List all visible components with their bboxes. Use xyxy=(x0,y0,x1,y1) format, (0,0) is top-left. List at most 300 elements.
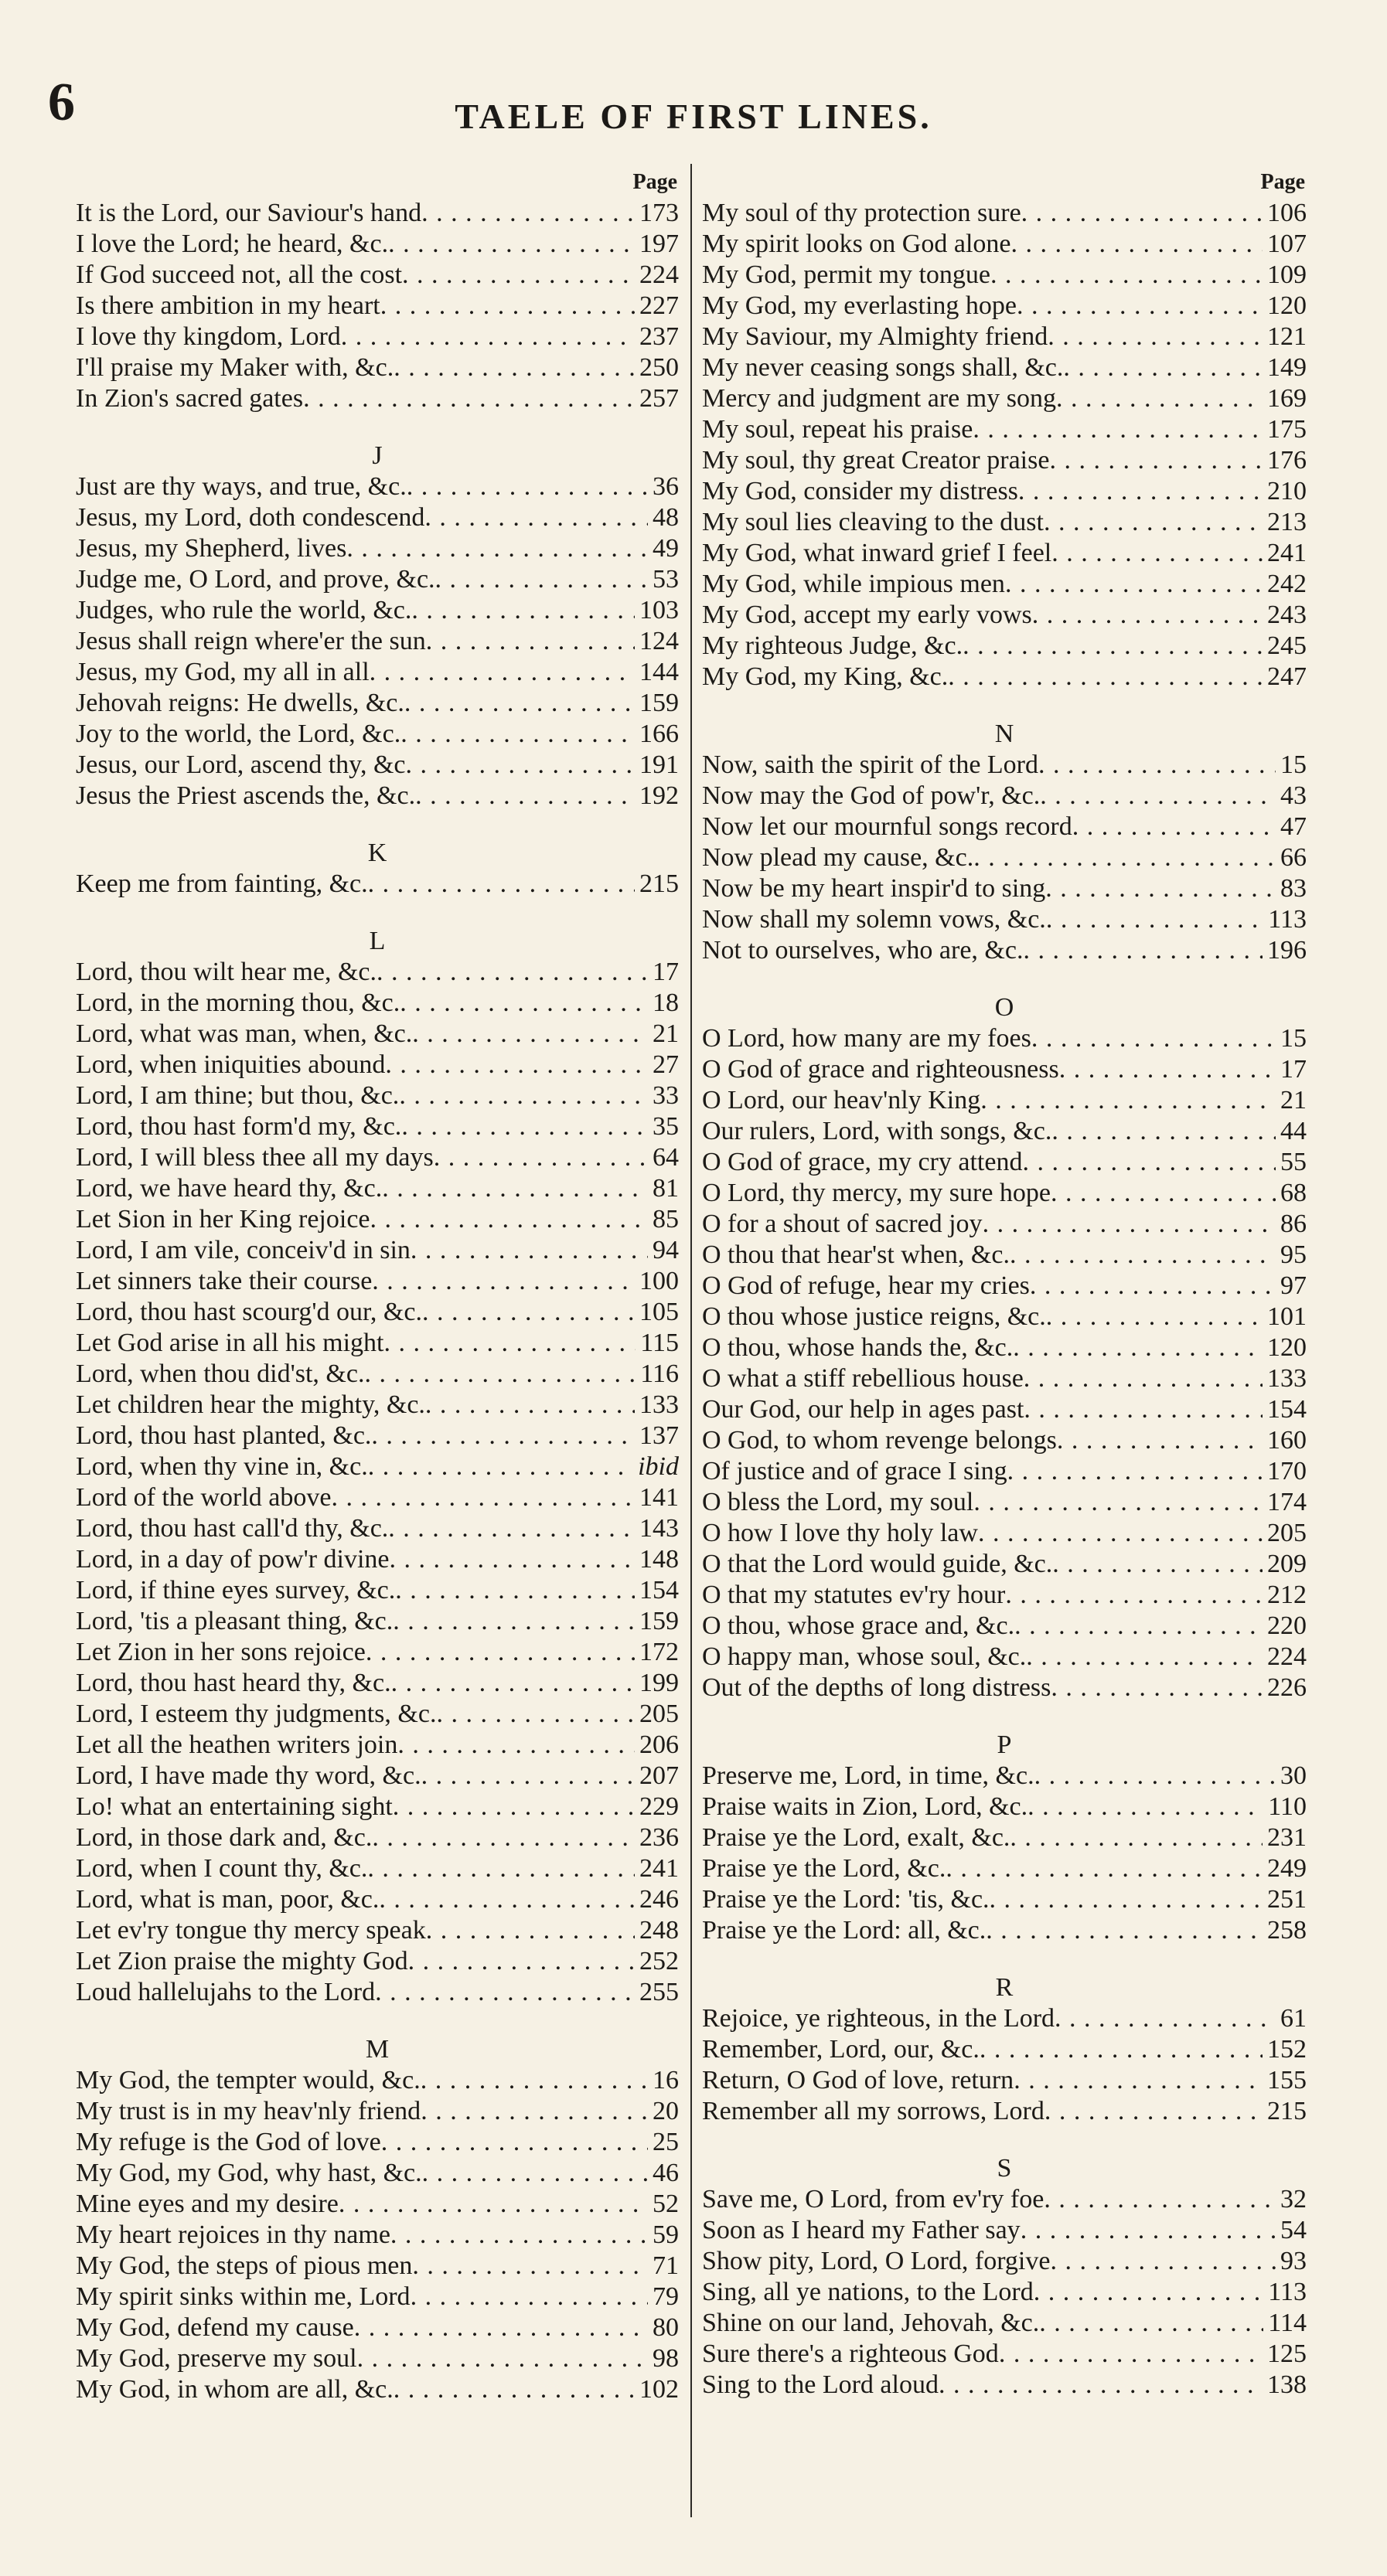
index-entry xyxy=(76,688,679,719)
page-column-label: Page xyxy=(1260,170,1305,194)
first-line-text: My soul lies cleaving to the dust xyxy=(702,508,1044,536)
first-line-text: My Saviour, my Almighty friend xyxy=(702,322,1048,351)
page-reference: 174 xyxy=(1267,1488,1307,1516)
first-line-text: Lord, we have heard thy, &c. xyxy=(76,1174,383,1203)
first-line-text: My refuge is the God of love xyxy=(76,2128,381,2156)
page-reference: 141 xyxy=(639,1483,679,1512)
dot-leader xyxy=(415,781,635,812)
dot-leader xyxy=(394,352,635,383)
dot-leader xyxy=(1017,291,1263,322)
dot-leader xyxy=(346,533,648,564)
section-letter: R xyxy=(995,1973,1014,2002)
index-entry xyxy=(76,1328,679,1359)
page-reference: 191 xyxy=(639,750,679,779)
index-entry xyxy=(702,812,1307,842)
page-reference: 79 xyxy=(653,2282,679,2311)
dot-leader xyxy=(408,1946,635,1977)
page-reference: 215 xyxy=(1267,2097,1307,2125)
page-reference: 109 xyxy=(1267,260,1307,289)
page-reference: 243 xyxy=(1267,601,1307,629)
page-reference: 116 xyxy=(640,1359,679,1388)
dot-leader xyxy=(1052,1549,1263,1580)
page-reference: 27 xyxy=(653,1050,679,1079)
page-reference: 110 xyxy=(1268,1792,1307,1821)
first-line-text: Save me, O Lord, from ev'ry foe xyxy=(702,2185,1045,2214)
dot-leader xyxy=(1010,1240,1276,1271)
dot-leader xyxy=(372,1266,635,1297)
dot-leader xyxy=(1049,445,1263,476)
index-entry xyxy=(702,842,1307,873)
first-line-text: Lord, in those dark and, &c. xyxy=(76,1823,373,1852)
dot-leader xyxy=(1024,1363,1263,1394)
dot-leader xyxy=(405,750,635,781)
dot-leader xyxy=(1034,2277,1264,2308)
index-entry xyxy=(702,904,1307,935)
dot-leader xyxy=(990,260,1263,291)
first-line-text: Let all the heathen writers join xyxy=(76,1730,398,1759)
index-entry xyxy=(76,1977,679,2008)
index-entry xyxy=(76,2065,679,2096)
page-reference: 101 xyxy=(1267,1302,1307,1331)
index-entry xyxy=(76,471,679,502)
section-letter: J xyxy=(372,441,383,470)
first-line-text: Lord, thou wilt hear me, &c. xyxy=(76,958,377,986)
first-line-text: Lord, thou hast planted, &c. xyxy=(76,1421,372,1450)
page-reference: 95 xyxy=(1280,1240,1307,1269)
page-reference: 66 xyxy=(1280,843,1307,872)
first-line-text: Let ev'ry tongue thy mercy speak xyxy=(76,1916,426,1945)
first-line-text: O thou, whose hands the, &c. xyxy=(702,1333,1014,1362)
dot-leader xyxy=(412,2251,648,2282)
page-reference: 124 xyxy=(639,627,679,655)
dot-leader xyxy=(341,322,635,352)
first-line-text: Praise ye the Lord: 'tis, &c. xyxy=(702,1885,990,1914)
index-entry xyxy=(702,1240,1307,1271)
first-line-text: Lord, I am thine; but thou, &c. xyxy=(76,1081,400,1110)
page-reference: 224 xyxy=(1267,1642,1307,1671)
dot-leader xyxy=(388,1513,635,1544)
index-entry xyxy=(702,1054,1307,1085)
index-entry xyxy=(702,1853,1307,1884)
page-reference: 16 xyxy=(653,2066,679,2094)
index-entry xyxy=(702,1147,1307,1178)
first-line-text: Now, saith the spirit of the Lord xyxy=(702,750,1038,779)
dot-leader xyxy=(1031,1023,1276,1054)
page-reference: 21 xyxy=(1280,1086,1307,1114)
first-line-text: Jesus, my Shepherd, lives xyxy=(76,534,347,563)
page-reference: 241 xyxy=(639,1854,679,1883)
first-line-text: Sure there's a righteous God xyxy=(702,2339,999,2368)
index-entry xyxy=(702,1178,1307,1209)
page-reference: 138 xyxy=(1267,2370,1307,2399)
page-reference: 250 xyxy=(639,353,679,382)
page-reference: 59 xyxy=(653,2220,679,2249)
page-reference: 144 xyxy=(639,658,679,686)
first-line-text: Lo! what an entertaining sight xyxy=(76,1792,393,1821)
index-entry xyxy=(76,1451,679,1482)
dot-leader xyxy=(426,626,635,657)
first-line-text: Lord, thou hast scourg'd our, &c. xyxy=(76,1298,422,1326)
first-line-text: O Lord, how many are my foes xyxy=(702,1024,1031,1053)
section-letter: N xyxy=(994,720,1014,748)
page-reference: 154 xyxy=(639,1576,679,1604)
index-entry xyxy=(702,1487,1307,1518)
first-line-text: My God, preserve my soul xyxy=(76,2344,357,2373)
dot-leader xyxy=(411,2282,648,2312)
page-reference: 47 xyxy=(1280,812,1307,841)
page-reference: 137 xyxy=(639,1421,679,1450)
dot-leader xyxy=(421,2096,648,2127)
first-line-text: My God, the tempter would, &c. xyxy=(76,2066,421,2094)
page-reference: 252 xyxy=(639,1947,679,1975)
first-line-text: Just are thy ways, and true, &c. xyxy=(76,472,407,501)
dot-leader xyxy=(1021,198,1263,229)
dot-leader xyxy=(1045,2096,1263,2127)
dot-leader xyxy=(1021,2215,1276,2246)
page-reference: 52 xyxy=(653,2190,679,2218)
dot-leader xyxy=(1051,538,1263,569)
index-entry xyxy=(76,595,679,626)
page-reference: 17 xyxy=(653,958,679,986)
dot-leader xyxy=(1023,935,1263,966)
first-line-text: Let Zion praise the mighty God xyxy=(76,1947,408,1975)
first-line-text: O how I love thy holy law xyxy=(702,1519,978,1547)
index-entry xyxy=(76,1050,679,1080)
index-entry xyxy=(76,657,679,688)
page-reference: 43 xyxy=(1280,781,1307,810)
first-line-text: Let God arise in all his might xyxy=(76,1329,384,1357)
dot-leader xyxy=(393,1792,635,1822)
page-reference: 224 xyxy=(639,260,679,289)
dot-leader xyxy=(385,1050,648,1080)
index-entry xyxy=(76,1946,679,1977)
page-reference: 61 xyxy=(1280,2004,1307,2033)
first-line-text: Jehovah reigns: He dwells, &c. xyxy=(76,689,404,717)
index-entry xyxy=(702,1425,1307,1456)
page-reference: 159 xyxy=(639,689,679,717)
first-line-text: Let Sion in her King rejoice xyxy=(76,1205,370,1234)
first-line-text: O God of grace and righteousness xyxy=(702,1055,1059,1084)
first-line-text: I'll praise my Maker with, &c. xyxy=(76,353,394,382)
page-reference: 170 xyxy=(1267,1457,1307,1485)
dot-leader xyxy=(1034,1761,1276,1792)
first-line-text: Now be my heart inspir'd to sing xyxy=(702,874,1046,903)
dot-leader xyxy=(368,1451,633,1482)
first-line-text: Joy to the world, the Lord, &c. xyxy=(76,720,401,748)
first-line-text: In Zion's sacred gates xyxy=(76,384,304,413)
first-line-text: My never ceasing songs shall, &c. xyxy=(702,353,1064,382)
dot-leader xyxy=(963,631,1263,662)
index-entry xyxy=(702,1456,1307,1487)
page-reference: 215 xyxy=(639,869,679,898)
index-entry xyxy=(702,1363,1307,1394)
dot-leader xyxy=(978,1518,1263,1549)
index-entry xyxy=(76,1637,679,1668)
index-entry xyxy=(76,352,679,383)
index-entry xyxy=(76,260,679,291)
index-entry xyxy=(702,352,1307,383)
page-reference: 247 xyxy=(1267,662,1307,691)
dot-leader xyxy=(371,1421,635,1451)
right-column xyxy=(702,167,1307,2401)
page-reference: 97 xyxy=(1280,1271,1307,1300)
first-line-text: My God, the steps of pious men xyxy=(76,2251,413,2280)
first-line-text: Sing, all ye nations, to the Lord xyxy=(702,2278,1034,2306)
dot-leader xyxy=(395,1575,635,1606)
page-reference: 258 xyxy=(1267,1916,1307,1945)
first-line-text: My spirit looks on God alone xyxy=(702,230,1011,258)
page-reference: 236 xyxy=(639,1823,679,1852)
page-reference: 210 xyxy=(1267,477,1307,505)
page-reference: 21 xyxy=(653,1019,679,1048)
index-entry xyxy=(76,2374,679,2405)
dot-leader xyxy=(1072,812,1276,842)
dot-leader xyxy=(1044,507,1263,538)
page-reference: 55 xyxy=(1280,1148,1307,1176)
first-line-text: Mine eyes and my desire xyxy=(76,2190,339,2218)
dot-leader xyxy=(946,1853,1263,1884)
page-reference: 172 xyxy=(639,1638,679,1666)
index-entry xyxy=(76,291,679,322)
first-line-text: My God, in whom are all, &c. xyxy=(76,2375,394,2404)
index-entry xyxy=(702,1209,1307,1240)
dot-leader xyxy=(948,662,1263,692)
dot-leader xyxy=(1055,2003,1276,2034)
dot-leader xyxy=(986,1915,1263,1946)
first-line-text: My God, what inward grief I feel xyxy=(702,539,1052,567)
first-line-text: My soul, thy great Creator praise xyxy=(702,446,1050,475)
dot-leader xyxy=(357,2343,648,2374)
page-reference: 100 xyxy=(639,1267,679,1295)
dot-leader xyxy=(1018,476,1263,507)
index-entry xyxy=(76,1606,679,1637)
first-line-text: Praise waits in Zion, Lord, &c. xyxy=(702,1792,1028,1821)
index-entry xyxy=(76,1822,679,1853)
index-entry xyxy=(76,2220,679,2251)
page-reference: 106 xyxy=(1267,199,1307,227)
first-line-text: I love the Lord; he heard, &c. xyxy=(76,230,389,258)
index-entry xyxy=(702,1915,1307,1946)
index-entry xyxy=(76,1421,679,1451)
index-entry xyxy=(702,2184,1307,2215)
page-reference: 246 xyxy=(639,1885,679,1914)
first-line-text: O that my statutes ev'ry hour xyxy=(702,1581,1006,1609)
first-line-text: O God, to whom revenge belongs xyxy=(702,1426,1057,1455)
first-line-text: Lord, 'tis a pleasant thing, &c. xyxy=(76,1607,394,1635)
dot-leader xyxy=(1014,1611,1263,1642)
dot-leader xyxy=(980,2034,1263,2065)
index-entry xyxy=(76,869,679,900)
dot-leader xyxy=(422,2158,648,2189)
first-line-text: Jesus shall reign where'er the sun xyxy=(76,627,426,655)
index-entry xyxy=(702,631,1307,662)
dot-leader xyxy=(372,1822,635,1853)
dot-leader xyxy=(1063,352,1263,383)
index-entry xyxy=(76,1575,679,1606)
index-entry xyxy=(702,1549,1307,1580)
page-reference: 192 xyxy=(639,781,679,810)
section-letter: L xyxy=(369,927,386,955)
first-line-text: Is there ambition in my heart xyxy=(76,291,380,320)
first-line-text: My soul, repeat his praise xyxy=(702,415,973,444)
first-line-text: It is the Lord, our Saviour's hand xyxy=(76,199,422,227)
page-reference: 196 xyxy=(1267,936,1307,965)
dot-leader xyxy=(1030,1271,1276,1302)
dot-leader xyxy=(1046,1302,1263,1332)
page-reference: 71 xyxy=(653,2251,679,2280)
dot-leader xyxy=(939,2370,1263,2401)
page-reference: 107 xyxy=(1267,230,1307,258)
index-entry xyxy=(76,2127,679,2158)
first-line-text: My God, my everlasting hope xyxy=(702,291,1017,320)
index-entry xyxy=(702,198,1307,229)
index-entry xyxy=(702,1302,1307,1332)
first-line-text: Lord, if thine eyes survey, &c. xyxy=(76,1576,396,1604)
first-line-text: Judges, who rule the world, &c. xyxy=(76,596,412,624)
dot-leader xyxy=(983,1209,1276,1240)
index-entry xyxy=(702,2370,1307,2401)
first-line-text: My God, while impious men xyxy=(702,570,1005,598)
index-entry xyxy=(76,626,679,657)
first-line-text: Out of the depths of long distress xyxy=(702,1673,1051,1702)
dot-leader xyxy=(980,1085,1276,1116)
index-entry xyxy=(76,2251,679,2282)
index-entry xyxy=(76,1390,679,1421)
first-line-text: Show pity, Lord, O Lord, forgive xyxy=(702,2247,1051,2275)
first-line-text: My spirit sinks within me, Lord xyxy=(76,2282,411,2311)
section-letter: M xyxy=(365,2035,390,2064)
first-line-text: Let children hear the mighty, &c. xyxy=(76,1390,425,1419)
index-entry xyxy=(76,1297,679,1328)
first-line-text: Lord, when I count thy, &c. xyxy=(76,1854,368,1883)
dot-leader xyxy=(1014,2065,1263,2096)
first-line-text: Praise ye the Lord: all, &c. xyxy=(702,1916,987,1945)
index-entry xyxy=(76,533,679,564)
index-entry xyxy=(702,291,1307,322)
page-reference: 255 xyxy=(639,1978,679,2006)
first-line-text: My God, defend my cause xyxy=(76,2313,354,2342)
page-reference: 36 xyxy=(653,472,679,501)
index-entry xyxy=(702,2096,1307,2127)
first-line-text: Lord, what is man, poor, &c. xyxy=(76,1885,380,1914)
first-line-text: Soon as I heard my Father say xyxy=(702,2216,1021,2244)
page-reference: 242 xyxy=(1267,570,1307,598)
first-line-text: I love thy kingdom, Lord xyxy=(76,322,341,351)
dot-leader xyxy=(401,1111,648,1142)
page-reference: 207 xyxy=(639,1761,679,1790)
dot-leader xyxy=(1039,2308,1263,2339)
index-entry xyxy=(76,2189,679,2220)
first-line-text: Our God, our help in ages past xyxy=(702,1395,1024,1424)
dot-leader xyxy=(1044,2184,1276,2215)
first-line-text: Lord, in a day of pow'r divine xyxy=(76,1545,390,1574)
page-reference: 25 xyxy=(653,2128,679,2156)
dot-leader xyxy=(1005,1580,1263,1611)
index-entry xyxy=(76,322,679,352)
page-reference: 94 xyxy=(653,1236,679,1264)
first-line-text: Now plead my cause, &c. xyxy=(702,843,974,872)
dot-leader xyxy=(391,1668,635,1699)
page-reference: 205 xyxy=(1267,1519,1307,1547)
dot-leader xyxy=(973,1487,1263,1518)
index-entry xyxy=(76,781,679,812)
dot-leader xyxy=(394,2374,635,2405)
page-reference: 166 xyxy=(639,720,679,748)
page-reference: 113 xyxy=(1268,2278,1307,2306)
page-reference: 197 xyxy=(639,230,679,258)
dot-leader xyxy=(402,260,635,291)
first-line-text: My soul of thy protection sure xyxy=(702,199,1021,227)
dot-leader xyxy=(400,988,648,1019)
page-reference: 143 xyxy=(639,1514,679,1543)
dot-leader xyxy=(388,229,635,260)
first-line-text: Lord, thou hast heard thy, &c. xyxy=(76,1669,391,1697)
dot-leader xyxy=(1048,322,1263,352)
index-entry xyxy=(702,2308,1307,2339)
first-line-text: Lord, thou hast call'd thy, &c. xyxy=(76,1514,389,1543)
index-entry xyxy=(76,2096,679,2127)
first-line-text: Keep me from fainting, &c. xyxy=(76,869,368,898)
index-entry xyxy=(702,2034,1307,2065)
dot-leader xyxy=(999,2339,1263,2370)
first-line-text: O God of grace, my cry attend xyxy=(702,1148,1023,1176)
first-line-text: Lord of the world above xyxy=(76,1483,332,1512)
first-line-text: Remember all my sorrows, Lord xyxy=(702,2097,1045,2125)
index-entry xyxy=(76,1173,679,1204)
dot-leader xyxy=(1010,229,1263,260)
page-reference: 115 xyxy=(640,1329,679,1357)
page-reference: 231 xyxy=(1267,1823,1307,1852)
page-reference: 98 xyxy=(653,2344,679,2373)
index-entry xyxy=(702,662,1307,692)
index-entry xyxy=(702,1822,1307,1853)
page-reference: 125 xyxy=(1267,2339,1307,2368)
dot-leader xyxy=(404,688,635,719)
index-entry xyxy=(702,383,1307,414)
page-reference: 113 xyxy=(1268,905,1307,934)
index-entry xyxy=(76,1142,679,1173)
dot-leader xyxy=(1050,2246,1276,2277)
dot-leader xyxy=(384,1328,636,1359)
index-entry xyxy=(76,1761,679,1792)
first-line-text: Lord, when thy vine in, &c. xyxy=(76,1452,368,1481)
index-entry xyxy=(76,1482,679,1513)
index-entry xyxy=(702,507,1307,538)
dot-leader xyxy=(1005,569,1263,600)
first-line-text: Lord, when iniquities abound xyxy=(76,1050,386,1079)
page-reference: 209 xyxy=(1267,1550,1307,1578)
dot-leader xyxy=(339,2189,648,2220)
index-entry xyxy=(702,935,1307,966)
dot-leader xyxy=(375,1977,635,2008)
dot-leader xyxy=(973,842,1276,873)
page-reference: 251 xyxy=(1267,1885,1307,1914)
section-letter: K xyxy=(367,839,387,867)
first-line-text: Lord, in the morning thou, &c. xyxy=(76,989,400,1017)
dot-leader xyxy=(380,291,635,322)
page-reference: ibid xyxy=(638,1452,679,1481)
dot-leader xyxy=(1038,750,1276,781)
dot-leader xyxy=(393,1606,635,1637)
first-line-text: Let Zion in her sons rejoice xyxy=(76,1638,366,1666)
page-reference: 54 xyxy=(1280,2216,1307,2244)
first-line-text: Not to ourselves, who are, &c. xyxy=(702,936,1024,965)
dot-leader xyxy=(973,414,1263,445)
first-line-text: Lord, I will bless thee all my days xyxy=(76,1143,434,1172)
index-entry xyxy=(76,1111,679,1142)
first-line-text: My God, my King, &c. xyxy=(702,662,949,691)
index-entry xyxy=(702,1116,1307,1147)
